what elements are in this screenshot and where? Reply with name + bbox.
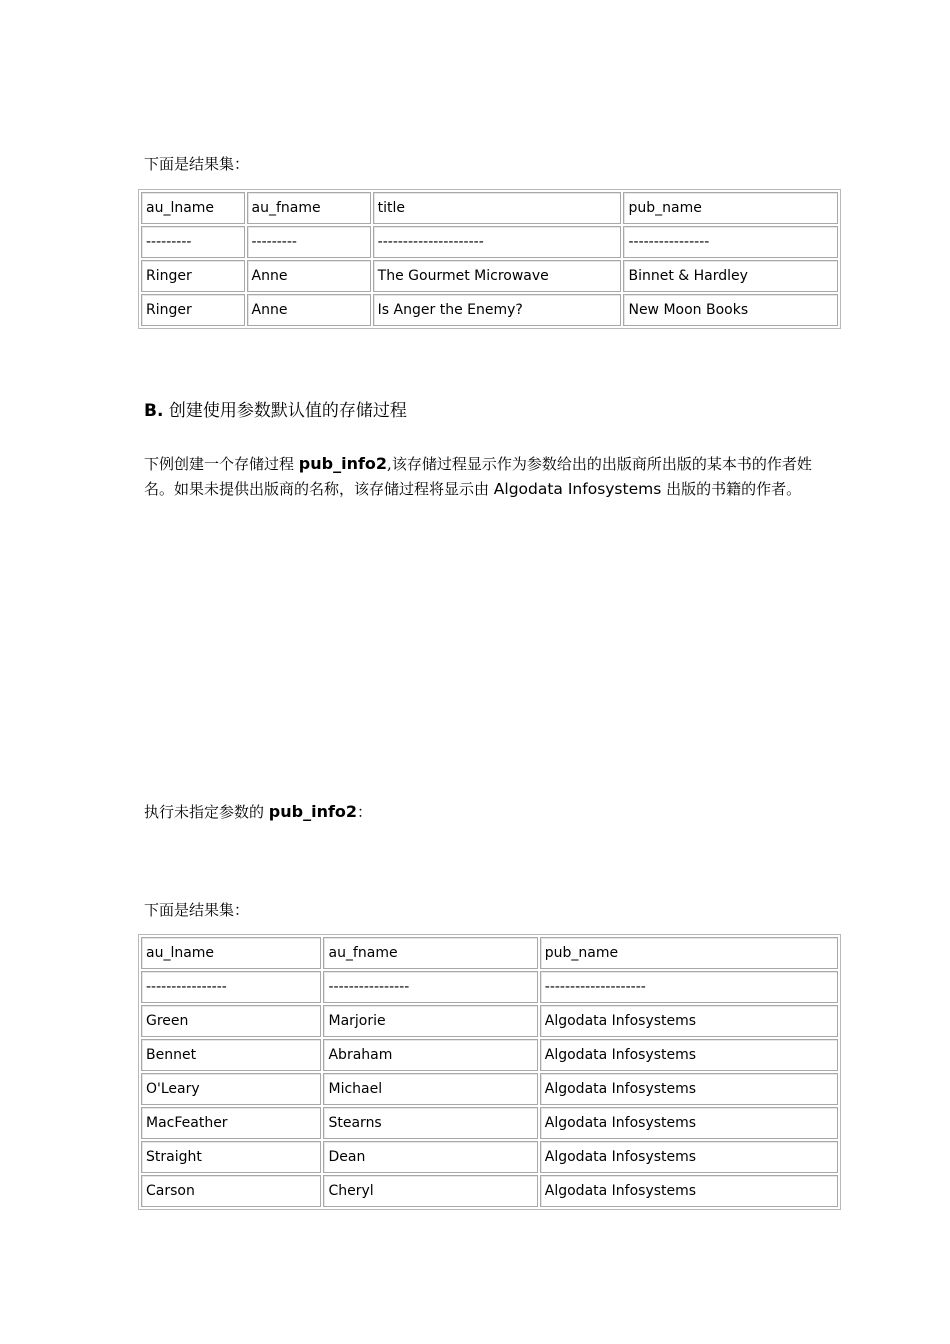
table-row <box>141 226 838 258</box>
table-cell: Michael <box>323 1073 537 1105</box>
table-cell: Green <box>141 1005 321 1037</box>
table-cell: ---------------- <box>323 971 537 1003</box>
table-cell: --------- <box>141 226 245 258</box>
table-cell: Algodata Infosystems <box>540 1141 838 1173</box>
table-cell: The Gourmet Microwave <box>373 260 622 292</box>
exec-instruction <box>144 799 372 825</box>
exec-text: 执行未指定参数的 <box>144 803 269 821</box>
table-cell: Anne <box>247 260 371 292</box>
table-cell: Stearns <box>323 1107 537 1139</box>
table-cell: O'Leary <box>141 1073 321 1105</box>
table-cell: Algodata Infosystems <box>540 1073 838 1105</box>
publisher-name: Algodata Infosystems <box>493 480 662 498</box>
column-header: au_fname <box>247 192 371 224</box>
procedure-name: pub_info2 <box>268 802 358 821</box>
table-cell: MacFeather <box>141 1107 321 1139</box>
table-cell: Algodata Infosystems <box>540 1005 838 1037</box>
table-cell: Ringer <box>141 260 245 292</box>
description-text: ,该存储过程显示作为参数给出的出版商所出版的某本书的作者姓名。如果未提供出版商的名称，该存储过程将显示由 <box>144 455 812 498</box>
table-header-row <box>141 937 838 969</box>
table-cell: --------- <box>247 226 371 258</box>
column-header: pub_name <box>540 937 838 969</box>
table-cell: --------------------- <box>373 226 622 258</box>
table-row <box>141 1073 838 1105</box>
table-cell: ---------------- <box>623 226 838 258</box>
table-cell: Is Anger the Enemy? <box>373 294 622 326</box>
table-row <box>141 1107 838 1139</box>
exec-text: ： <box>357 803 373 821</box>
table-row <box>141 1141 838 1173</box>
table-row <box>141 1039 838 1071</box>
procedure-name: pub_info2 <box>298 454 388 473</box>
table-cell: Cheryl <box>323 1175 537 1207</box>
result-set-caption: 下面是结果集： <box>144 155 250 173</box>
result-table-2 <box>138 934 841 1210</box>
table-cell: Marjorie <box>323 1005 537 1037</box>
description-text: 下例创建一个存储过程 <box>144 455 299 473</box>
table-cell: Bennet <box>141 1039 321 1071</box>
table-row <box>141 1005 838 1037</box>
column-header: au_lname <box>141 937 321 969</box>
table-row <box>141 260 838 292</box>
table-cell: Algodata Infosystems <box>540 1107 838 1139</box>
column-header: au_fname <box>323 937 537 969</box>
column-header: pub_name <box>623 192 838 224</box>
table-cell: Binnet & Hardley <box>623 260 838 292</box>
table-cell: New Moon Books <box>623 294 838 326</box>
table-cell: Carson <box>141 1175 321 1207</box>
section-title: 创建使用参数默认值的存储过程 <box>168 401 407 421</box>
result-table-1 <box>138 189 841 329</box>
table-cell: Ringer <box>141 294 245 326</box>
description-paragraph <box>144 451 834 502</box>
result-set-caption: 下面是结果集： <box>144 901 250 919</box>
table-cell: Abraham <box>323 1039 537 1071</box>
table-cell: Dean <box>323 1141 537 1173</box>
table-cell: -------------------- <box>540 971 838 1003</box>
table-cell: Straight <box>141 1141 321 1173</box>
section-heading <box>144 398 407 424</box>
section-label: B. <box>144 401 164 421</box>
column-header: title <box>373 192 622 224</box>
table-row <box>141 971 838 1003</box>
column-header: au_lname <box>141 192 245 224</box>
table-cell: ---------------- <box>141 971 321 1003</box>
table-header-row <box>141 192 838 224</box>
table-row <box>141 294 838 326</box>
table-cell: Algodata Infosystems <box>540 1039 838 1071</box>
table-row <box>141 1175 838 1207</box>
table-cell: Algodata Infosystems <box>540 1175 838 1207</box>
description-text: 出版的书籍的作者。 <box>661 480 802 498</box>
table-cell: Anne <box>247 294 371 326</box>
